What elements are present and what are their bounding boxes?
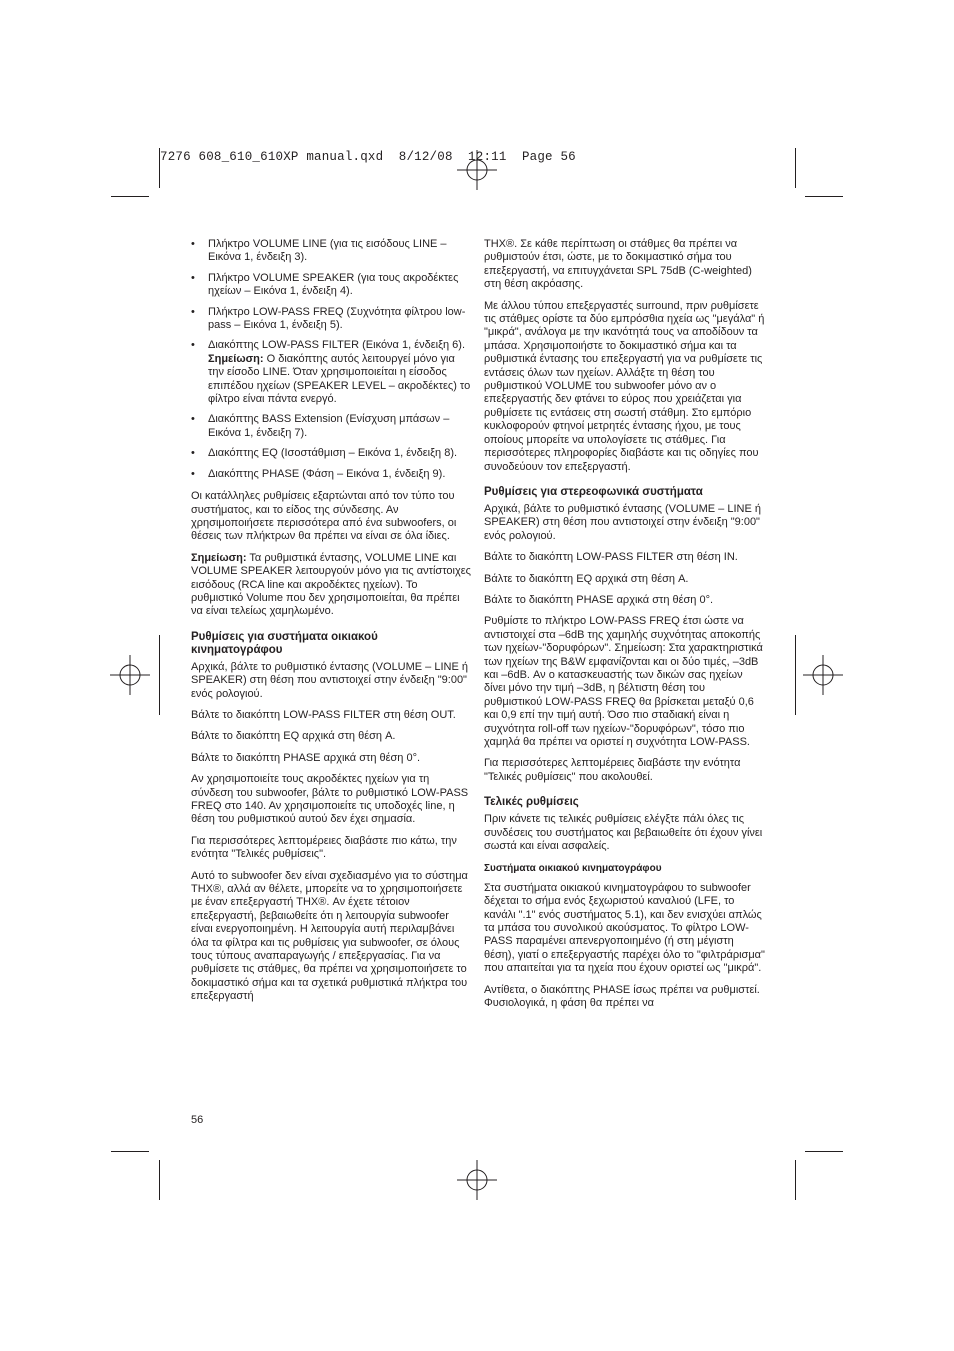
paragraph: Πριν κάνετε τις τελικές ρυθμίσεις ελέγξτε πάλι όλες τις συνδέσεις του συστήματος και βεβαιωθείτε ότι έχουν γίνει σωστά και είναι ασφαλείς. [484, 813, 763, 853]
crop-mark-tr-h [805, 196, 843, 197]
side-line-left [159, 635, 160, 715]
paragraph: Βάλτε το διακόπτη PHASE αρχικά στη θέση 0°. [484, 593, 714, 606]
list-item: • Διακόπτης EQ (Ισοστάθμιση – Εικόνα 1, ένδειξη 8). [191, 447, 471, 460]
list-item: • Διακόπτης LOW-PASS FILTER (Εικόνα 1, ένδειξη 6). Σημείωση: Ο διακόπτης αυτός λειτουργεί μόνο για την είσοδο LINE. Όταν χρησιμοποιείται η είσοδος επιπέδου ηχείων (SPEAKER LEVEL – ακροδέκτες) το φίλτρο είναι πάντα ενεργό. [191, 339, 471, 406]
section-heading-final: Τελικές ρυθμίσεις [484, 796, 579, 809]
note-label: Σημείωση: [208, 352, 264, 365]
subsection-heading-home-cinema: Συστήματα οικιακού κινηματογράφου [484, 863, 662, 875]
file-slug: 7276 608_610_610XP manual.qxd 8/12/08 12:11 Page 56 [160, 150, 576, 164]
list-item: • Διακόπτης PHASE (Φάση – Εικόνα 1, ένδειξη 9). [191, 468, 471, 481]
paragraph: Για περισσότερες λεπτομέρειες διαβάστε την ενότητα "Τελικές ρυθμίσεις" που ακολουθεί. [484, 757, 741, 783]
paragraph: Αρχικά, βάλτε το ρυθμιστικό έντασης (VOLUME – LINE ή SPEAKER) στη θέση που αντιστοιχεί στην ένδειξη "9:00" ενός ρολογιού. [191, 660, 468, 700]
registration-mark-left [110, 655, 150, 695]
section-heading-stereo: Ρυθμίσεις για στερεοφωνικά συστήματα [484, 485, 703, 498]
crop-mark-bl-h [111, 1151, 149, 1152]
note-text: Ο διακόπτης αυτός λειτουργεί μόνο για την είσοδο LINE. Όταν χρησιμοποιείται η είσοδος επιπέδου ηχείων (SPEAKER LEVEL – ακροδέκτες) το φίλτρο είναι πάντα ενεργό. [208, 352, 471, 406]
paragraph: Βάλτε το διακόπτη PHASE αρχικά στη θέση 0°. [191, 751, 421, 764]
registration-mark-right [803, 655, 843, 695]
paragraph: Ρυθμίστε το πλήκτρο LOW-PASS FREQ έτσι ώστε να αντιστοιχεί στα –6dB της χαμηλής συχνότητας αποκοπής των ηχείων-"δορυφόρων". Σημείωση: Στα χαρακτηριστικά των ηχείων της B&W εμφανίζονται και οι δύο τιμές, –3dB και –6dB. Αν ο κατασκευαστής των δικών σας ηχείων δίνει μόνο την τιμή –3dB, η βέλτιστη θέση του ρυθμιστικού LOW-PASS FREQ θα βρίσκεται μεταξύ 0,6 και 0,9 επί την τιμή αυτή. Όσο πιο σταδιακή είναι η συχνότητα roll-off των ηχείων-"δορυφόρων", τόσο πιο χαμηλά θα πρέπει να οριστεί η συχνότητα LOW-PASS. [484, 615, 763, 748]
registration-mark-bottom [457, 1160, 497, 1200]
paragraph: Για περισσότερες λεπτομέρειες διαβάστε πιο κάτω, την ενότητα "Τελικές ρυθμίσεις". [191, 834, 457, 861]
crop-mark-br-v [795, 1160, 796, 1200]
paragraph: Με άλλου τύπου επεξεργαστές surround, πριν ρυθμίσετε τις στάθμες ορίστε τα δύο εμπρόσθια ηχεία ως "μεγάλα" ή "μικρά", ανάλογα με την ικανότητά τους να αποδίδουν τα μπάσα. Χρησιμοποιήστε το δοκιμαστικό σήμα και τα ρυθμιστικά έντασης του επεξεργαστή για να ρυθμίσετε τις εντάσεις όλων των ηχείων. Αλλάξτε τη θέση του ρυθμιστικού VOLUME του subwoofer μόνο αν ο επεξεργαστής δεν φτάνει το εύρος που χρειάζεται για ρυθμίσετε τις εντάσεις στη σωστή στάθμη. Στο εμπόριο κυκλοφορούν φτηνοί μετρητές έντασης ήχου, με τους οποίους μπορείτε να υπολογίσετε τις στάθμες. Για περισσότερες πληροφορίες διαβάστε και τις οδηγίες που συνοδεύουν τον επεξεργαστή. [484, 299, 765, 473]
crop-mark-tl-v [159, 148, 160, 188]
crop-mark-tr-v [795, 148, 796, 188]
paragraph: Οι κατάλληλες ρυθμίσεις εξαρτώνται από τον τύπο του συστήματος, και το είδος της σύνδεσης. Αν χρησιμοποιήσετε περισσότερα από ένα subwoofers, οι θέσεις των πλήκτρων θα πρέπει να είναι σε όλα ίδιες. [191, 490, 457, 543]
note-label: Σημείωση: [191, 551, 247, 564]
side-line-right [795, 635, 796, 715]
list-item: • Πλήκτρο VOLUME SPEAKER (για τους ακροδέκτες ηχείων – Εικόνα 1, ένδειξη 4). [191, 272, 471, 299]
note-text: Τα ρυθμιστικά έντασης, VOLUME LINE και VOLUME SPEAKER λειτουργούν μόνο για τις αντίστοιχες εισόδους (RCA line και ακροδέκτες ηχείων). Το ρυθμιστικό Volume που δεν χρησιμοποιείται, θα πρέπει να είναι τελείως χαμηλωμένο. [191, 551, 471, 618]
paragraph: Βάλτε το διακόπτη EQ αρχικά στη θέση A. [484, 572, 689, 585]
paragraph: Αντίθετα, ο διακόπτης PHASE ίσως πρέπει να ρυθμιστεί. Φυσιολογικά, η φάση θα πρέπει να [484, 983, 760, 1010]
crop-mark-br-h [805, 1151, 843, 1152]
left-column [191, 238, 471, 1012]
paragraph: Βάλτε το διακόπτη LOW-PASS FILTER στη θέση OUT. [191, 708, 456, 721]
paragraph: Αρχικά, βάλτε το ρυθμιστικό έντασης (VOLUME – LINE ή SPEAKER) στη θέση που αντιστοιχεί στην ένδειξη "9:00" ενός ρολογιού. [484, 502, 761, 542]
section-heading-home-cinema: Ρυθμίσεις για συστήματα οικιακού κινηματογράφου [191, 630, 378, 656]
paragraph: Αν χρησιμοποιείτε τους ακροδέκτες ηχείων για τη σύνδεση του subwoofer, βάλτε το ρυθμιστικό LOW-PASS FREQ στο 140. Αν χρησιμοποιείτε τις υποδοχές line, η θέση του ρυθμιστικού αυτού δεν έχει σημασία. [191, 773, 469, 826]
note-paragraph [191, 552, 471, 619]
crop-mark-bl-v [159, 1160, 160, 1200]
crop-mark-tl-h [111, 196, 149, 197]
paragraph: Αυτό το subwoofer δεν είναι σχεδιασμένο για το σύστημα THX®, αλλά αν θέλετε, μπορείτε να το χρησιμοποιήσετε με έναν επεξεργαστή THX®. Αν έχετε τέτοιον επεξεργαστή, βεβαιωθείτε ότι η λειτουργία subwoofer είναι ενεργοποιημένη. Η λειτουργία αυτή περιλαμβάνει όλα τα φίλτρα και τις ρυθμίσεις για subwoofer, σε όλους τους τύπους αναπαραγωγής / επεξεργασίας. Για να ρυθμίσετε τις στάθμες, θα πρέπει να χρησιμοποιήσετε το δοκιμαστικό σήμα και τα σχετικά ρυθμιστικά πλήκτρα του επεξεργαστή [191, 869, 468, 1003]
controls-list [191, 238, 471, 481]
paragraph: THX®. Σε κάθε περίπτωση οι στάθμες θα πρέπει να ρυθμιστούν έτσι, ώστε, με το δοκιμαστικό σήμα του επεξεργαστή, να επιτυγχάνεται SPL 75dB (C-weighted) στη θέση ακρόασης. [484, 238, 752, 291]
paragraph: Βάλτε το διακόπτη LOW-PASS FILTER στη θέση IN. [484, 551, 738, 564]
paragraph: Βάλτε το διακόπτη EQ αρχικά στη θέση A. [191, 730, 396, 743]
page-number: 56 [191, 1114, 204, 1126]
registration-mark-top [457, 150, 497, 190]
list-item: • Διακόπτης BASS Extension (Ενίσχυση μπάσων – Εικόνα 1, ένδειξη 7). [191, 413, 471, 440]
paragraph: Στα συστήματα οικιακού κινηματογράφου το subwoofer δέχεται το σήμα ενός ξεχωριστού καναλιού (LFE, το κανάλι ".1" ενός συστήματος 5.1), και δεν ενισχύει απλώς τα μπάσα του συνολικού ακούσματος. Το φίλτρο LOW-PASS παραμένει απενεργοποιημένο (ή στη μέγιστη θέση), γιατί ο επεξεργαστής παρέχει όλο το "φιλτράρισμα" που απαιτείται για τα ηχεία που έχουν οριστεί ως "μικρά". [484, 881, 765, 975]
list-item: • Πλήκτρο VOLUME LINE (για τις εισόδους LINE – Εικόνα 1, ένδειξη 3). [191, 238, 471, 265]
right-column [484, 238, 766, 1019]
list-item: • Πλήκτρο LOW-PASS FREQ (Συχνότητα φίλτρου low-pass – Εικόνα 1, ένδειξη 5). [191, 306, 471, 333]
